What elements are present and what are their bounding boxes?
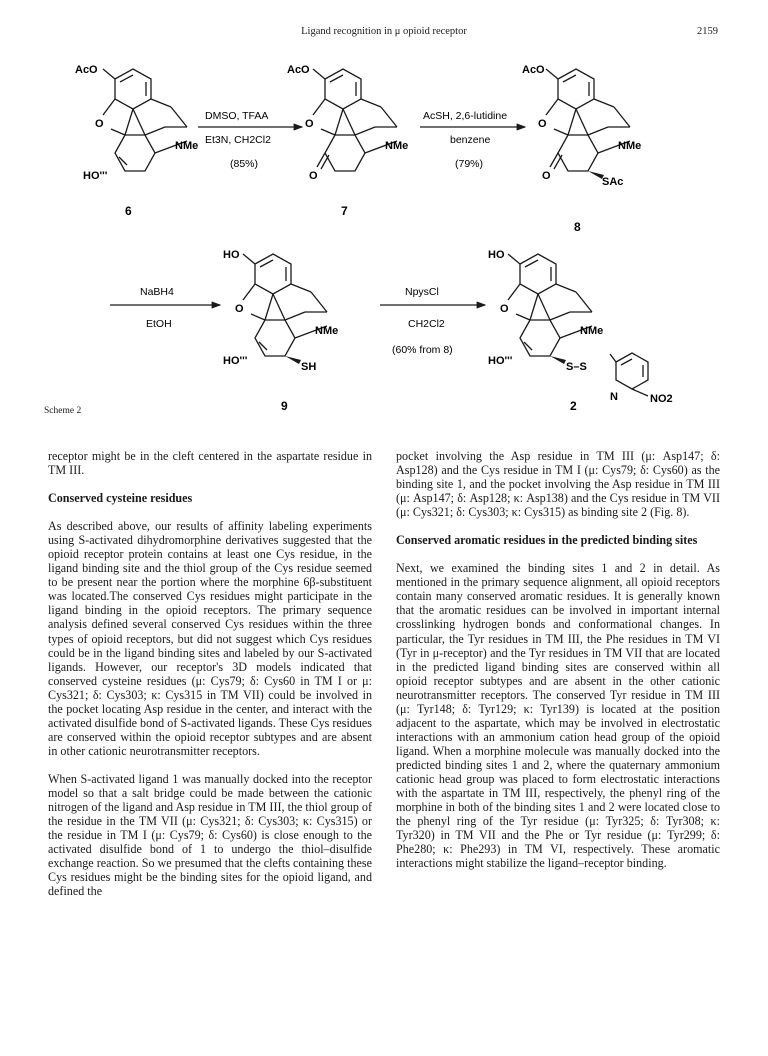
hydroxy-label: HO [223,249,240,261]
compound-number-8: 8 [574,220,581,234]
compound-number-9: 9 [281,399,288,413]
compound-number-7: 7 [341,204,348,218]
ketone-oxygen-label: O [309,170,318,182]
compound-9-structure [223,249,338,413]
hydroxy-label: HO [488,249,505,261]
reagent-4: NpysCl [405,286,439,298]
paragraph: pocket involving the Asp residue in TM III (μ: Asp147; δ: Asp128) and the Cys residue in TM I (μ: Cys79; δ: Cys60) as the binding site 1, and the pocket involving the Asp residue in TM III (μ: Asp147; δ: Asp128; κ: Asp138) and the Cys residue in TM VII (μ: Cys321; δ: Cys303; κ: Cys315) as binding site 2 (Fig. 8). [396,449,720,520]
compound-8-structure [522,64,641,234]
left-column [48,449,372,912]
conditions-4: CH2Cl2 [408,318,445,330]
oxygen-label: O [305,118,314,130]
nme-label: NMe [175,140,199,152]
pyridine-nitrogen-label: N [610,391,618,403]
yield-1: (85%) [230,158,259,170]
paragraph: When S-activated ligand 1 was manually docked into the receptor model so that a salt bridge could be made between the cationic nitrogen of the ligand and Asp residue in TM III, the thiol group of the residue in the TM VII (μ: Cys321; δ: Cys303; κ: Cys315) or the residue in TM I (μ: Cys79; δ: Cys60) is close enough to the activated disulfide bond of 1 to undergo the thiol–disulfide exchange reaction. So we presumed that the clefts containing these Cys residues might be the binding sites for the opioid ligand, and defined the [48,771,372,899]
running-header [0,26,768,44]
paragraph: receptor might be in the cleft centered in the aspartate residue in TM III. [48,449,372,478]
scheme-label: Scheme 2 [44,406,82,416]
thiol-label: SH [301,361,317,373]
hydroxy-6-label: HO''' [223,355,248,367]
reaction-arrow-4 [380,286,485,356]
compound-2-structure [488,249,673,413]
reaction-arrow-3 [110,286,220,330]
yield-4: (60% from 8) [392,344,453,356]
thioacetate-label: SAc [602,176,624,188]
nme-label: NMe [618,140,642,152]
nme-label: NMe [315,325,339,337]
page-number: 2159 [697,26,718,37]
running-title: Ligand recognition in μ opioid receptor [301,26,467,37]
compound-number-6: 6 [125,204,132,218]
oxygen-label: O [95,118,104,130]
hydroxy-6-label: HO''' [488,355,513,367]
hydroxy-label: HO''' [83,170,108,182]
compound-7-structure [287,64,408,218]
nme-label: NMe [580,325,604,337]
reagent-1: DMSO, TFAA [205,110,269,122]
section-heading: Conserved aromatic residues in the predicted binding sites [396,533,698,548]
nitro-label: NO2 [650,393,673,405]
acetoxy-label: AcO [75,64,98,76]
ketone-oxygen-label: O [542,170,551,182]
reaction-arrow-1 [198,110,302,170]
compound-6-structure [75,64,198,218]
yield-2: (79%) [455,158,484,170]
reaction-arrow-2 [420,110,525,170]
compound-number-2: 2 [570,399,577,413]
nme-label: NMe [385,140,409,152]
paragraph: As described above, our results of affinity labeling experiments using S-activated dihydromorphine derivatives suggested that the opioid receptor protein contains at least one Cys residue, in the ligand binding site and the thiol group of the Cys residue seemed to be present near the portion where the morphine 6β-substituent was located.The conserved Cys residues might participate in the ligand binding in the opioid receptors. The primary sequence analysis defined several conserved Cys residues within the three types of opioid receptors, but did not suggest which Cys residues could be in the ligand binding sites and labeled by our S-activated ligands. However, our receptor's 3D models indicated that conserved cysteine residues (μ: Cys79; δ: Cys60 in TM I or μ: Cys321; δ: Cys303; κ: Cys315 in TM VII) could be involved in the pocket locating Asp residue in the center, and interact with the activated disulfide bond of S-activated ligands. These Cys residues are conserved within the opioid receptor subtypes and are absent in other cationic neurotransmitter receptors. [48,519,372,758]
oxygen-label: O [500,303,509,315]
right-column [396,449,720,884]
conditions-3: EtOH [146,318,172,330]
oxygen-label: O [235,303,244,315]
conditions-1: Et3N, CH2Cl2 [205,134,271,146]
disulfide-label: S–S [566,361,587,373]
reagent-2: AcSH, 2,6-lutidine [423,110,508,122]
acetoxy-label: AcO [522,64,545,76]
paragraph: Next, we examined the binding sites 1 and 2 in detail. As mentioned in the primary sequence alignment, all opioid receptors contain many conserved aromatic residues. It is generally known that the aromatic residues can be involved in important internal crosslinking hydrogen bonds and conformational changes. In particular, the Tyr residues in TM III, the Phe residues in TM VI (Tyr in μ-receptor) and the Tyr residues in TM VII that are located in the predicted ligand binding sites are conserved within all opioid receptor subtypes and are absent in the other cationic neurotransmitter receptors. The conserved Tyr residue in TM III (μ: Tyr148; δ: Tyr129; κ: Tyr139) is located at the position adjacent to the aspartate, which may be involved in electrostatic interactions with an ammonium cation head group of the opioid ligand. When a morphine molecule was manually docked into the predicted binding sites 1 and 2, where the quaternary ammonium cationic head group was placed to form electrostatic interactions with the aspartate in TM III, respectively, the phenyl ring of the morphine in both of the binding sites 1 and 2 were located close to the phenyl ring of the Tyr residue (μ: Tyr325; δ: Tyr308; κ: Tyr320) in TM VII and the Phe or Tyr residue (μ: Tyr299; δ: Phe280; κ: Phe293) in TM VI, respectively. These aromatic interactions might stabilize the ligand–receptor binding. [396,561,720,871]
section-heading: Conserved cysteine residues [48,491,193,506]
conditions-2: benzene [450,134,491,146]
oxygen-label: O [538,118,547,130]
acetoxy-label: AcO [287,64,310,76]
reagent-3: NaBH4 [140,286,174,298]
